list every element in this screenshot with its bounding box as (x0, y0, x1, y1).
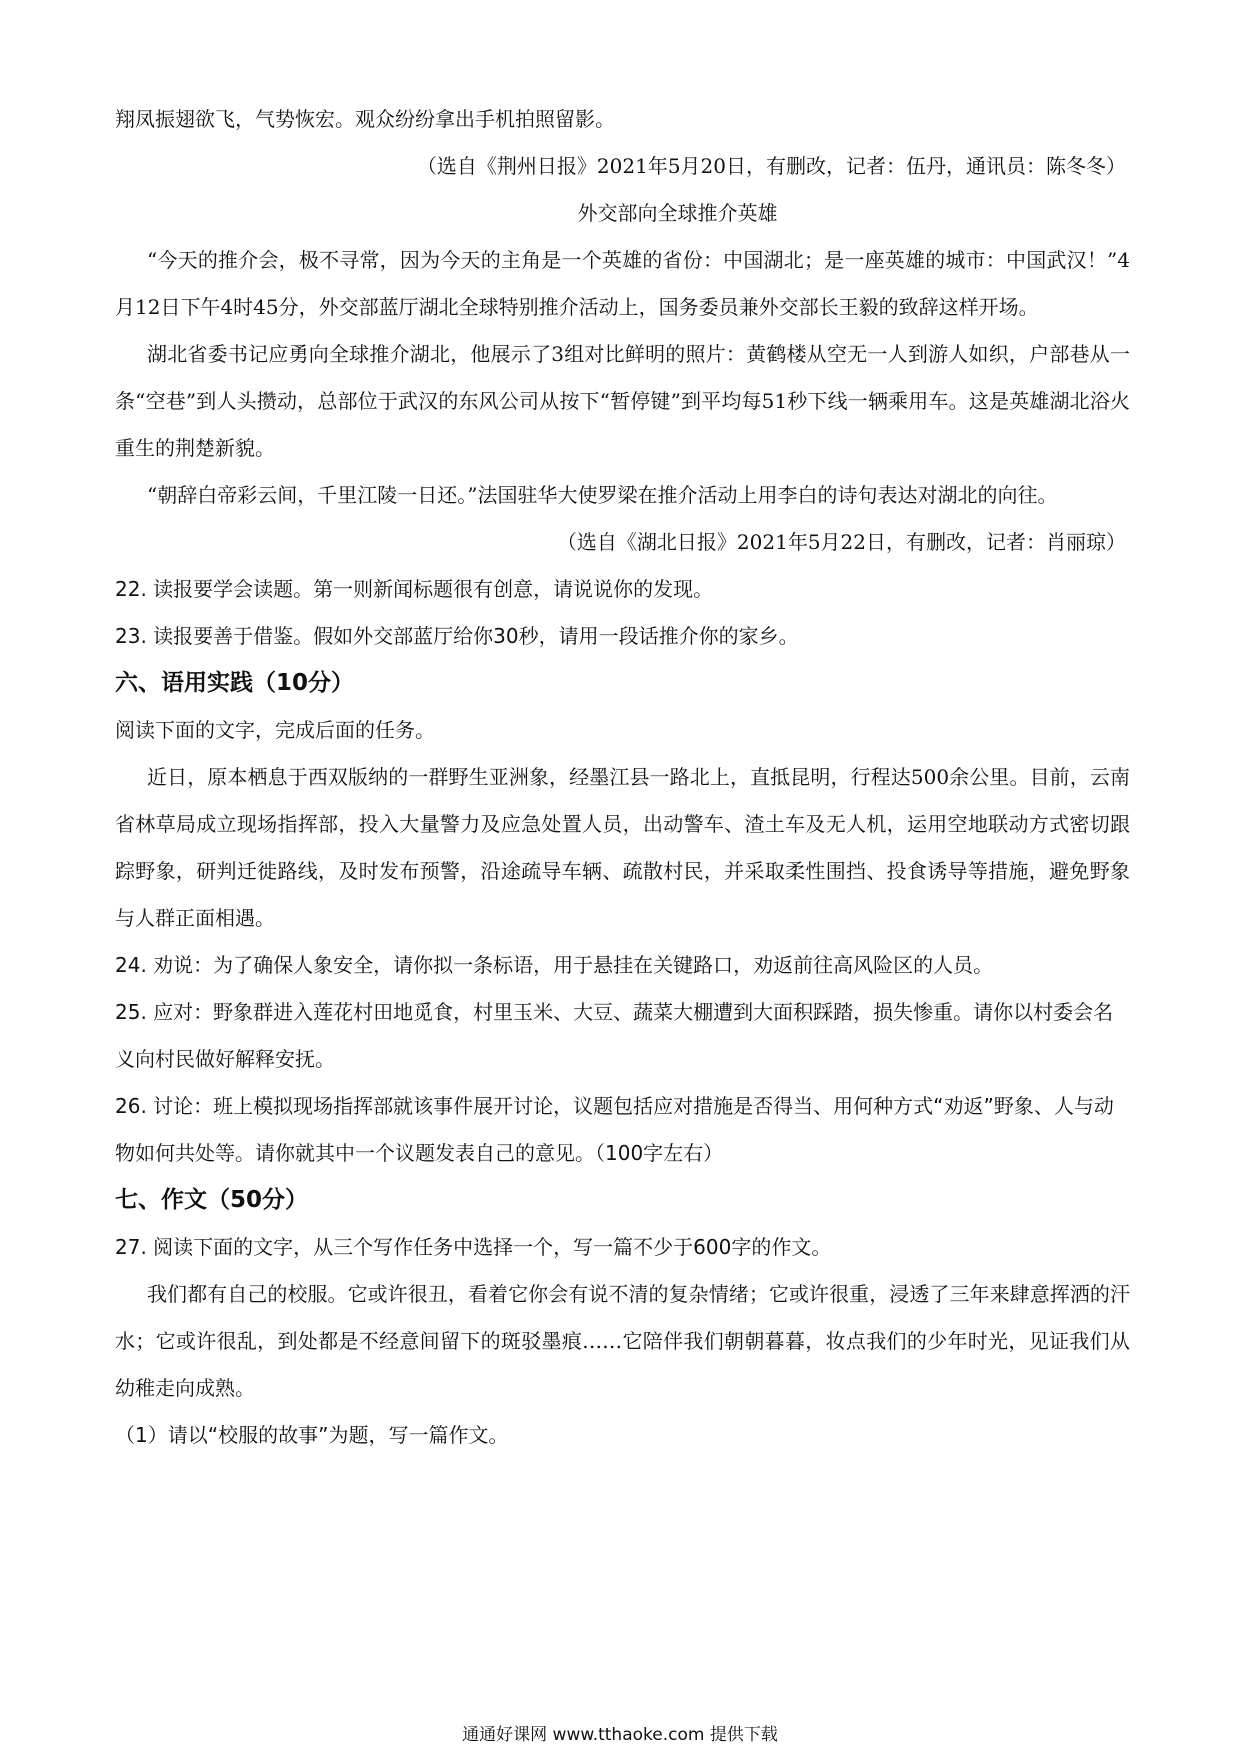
question-22: 22. 读报要学会读题。第一则新闻标题很有创意，请说说你的发现。 (115, 577, 714, 601)
section-7-heading: 七、作文（50分） (115, 1187, 309, 1213)
continuation-paragraph: 翔凤振翅欲飞，气势恢宏。观众纷纷拿出手机拍照留影。 (115, 107, 615, 131)
section-7-passage: 我们都有自己的校服。它或许很丑，看着它你会有说不清的复杂情绪；它或许很重，浸透了三年来肆意挥洒的汗水；它或许很乱，到处都是不经意间留下的斑驳墨痕……它陪伴我们朝朝暮暮，妆点我们的少年时光，见证我们从幼稚走向成熟。 (115, 1282, 1130, 1400)
article-2-paragraph-2: 湖北省委书记应勇向全球推介湖北，他展示了3组对比鲜明的照片：黄鹤楼从空无一人到游人如织，户部巷从一条“空巷”到人头攒动，总部位于武汉的东风公司从按下“暂停键”到平均每51秒下线一辆乘用车。这是英雄湖北浴火重生的荆楚新貌。 (115, 342, 1130, 460)
page-footer: 通通好课网 www.tthaoke.com 提供下载 (462, 1725, 778, 1745)
question-25: 25. 应对：野象群进入莲花村田地觅食，村里玉米、大豆、蔬菜大棚遭到大面积踩踏，损失惨重。请你以村委会名义向村民做好解释安抚。 (115, 1000, 1114, 1071)
writing-task-1: （1）请以“校服的故事”为题，写一篇作文。 (115, 1423, 509, 1447)
article-2-paragraph-3: “朝辞白帝彩云间，千里江陵一日还。”法国驻华大使罗梁在推介活动上用李白的诗句表达对湖北的向往。 (147, 483, 1058, 507)
section-6-passage: 近日，原本栖息于西双版纳的一群野生亚洲象，经墨江县一路北上，直抵昆明，行程达500余公里。目前，云南省林草局成立现场指挥部，投入大量警力及应急处置人员，出动警车、渣土车及无人机，运用空地联动方式密切跟踪野象，研判迁徙路线，及时发布预警，沿途疏导车辆、疏散村民，并采取柔性围挡、投食诱导等措施，避免野象与人群正面相遇。 (115, 765, 1130, 930)
question-24: 24. 劝说：为了确保人象安全，请你拟一条标语，用于悬挂在关键路口，劝返前往高风险区的人员。 (115, 953, 994, 977)
article-2-source: （选自《湖北日报》2021年5月22日，有删改，记者：肖丽琼） (556, 530, 1126, 554)
question-23: 23. 读报要善于借鉴。假如外交部蓝厅给你30秒，请用一段话推介你的家乡。 (115, 624, 799, 648)
section-6-instruction: 阅读下面的文字，完成后面的任务。 (115, 718, 435, 742)
question-27: 27. 阅读下面的文字，从三个写作任务中选择一个，写一篇不少于600字的作文。 (115, 1235, 832, 1259)
article-1-source: （选自《荆州日报》2021年5月20日，有删改，记者：伍丹，通讯员：陈冬冬） (416, 154, 1126, 178)
section-6-heading: 六、语用实践（10分） (115, 670, 355, 696)
page-content (115, 96, 1130, 1459)
article-2-paragraph-1: “今天的推介会，极不寻常，因为今天的主角是一个英雄的省份：中国湖北；是一座英雄的城市：中国武汉！”4月12日下午4时45分，外交部蓝厅湖北全球特别推介活动上，国务委员兼外交部长王毅的致辞这样开场。 (115, 248, 1130, 319)
question-26: 26. 讨论：班上模拟现场指挥部就该事件展开讨论，议题包括应对措施是否得当、用何种方式“劝返”野象、人与动物如何共处等。请你就其中一个议题发表自己的意见。（100字左右） (115, 1094, 1114, 1165)
article-2-title: 外交部向全球推介英雄 (577, 201, 778, 225)
